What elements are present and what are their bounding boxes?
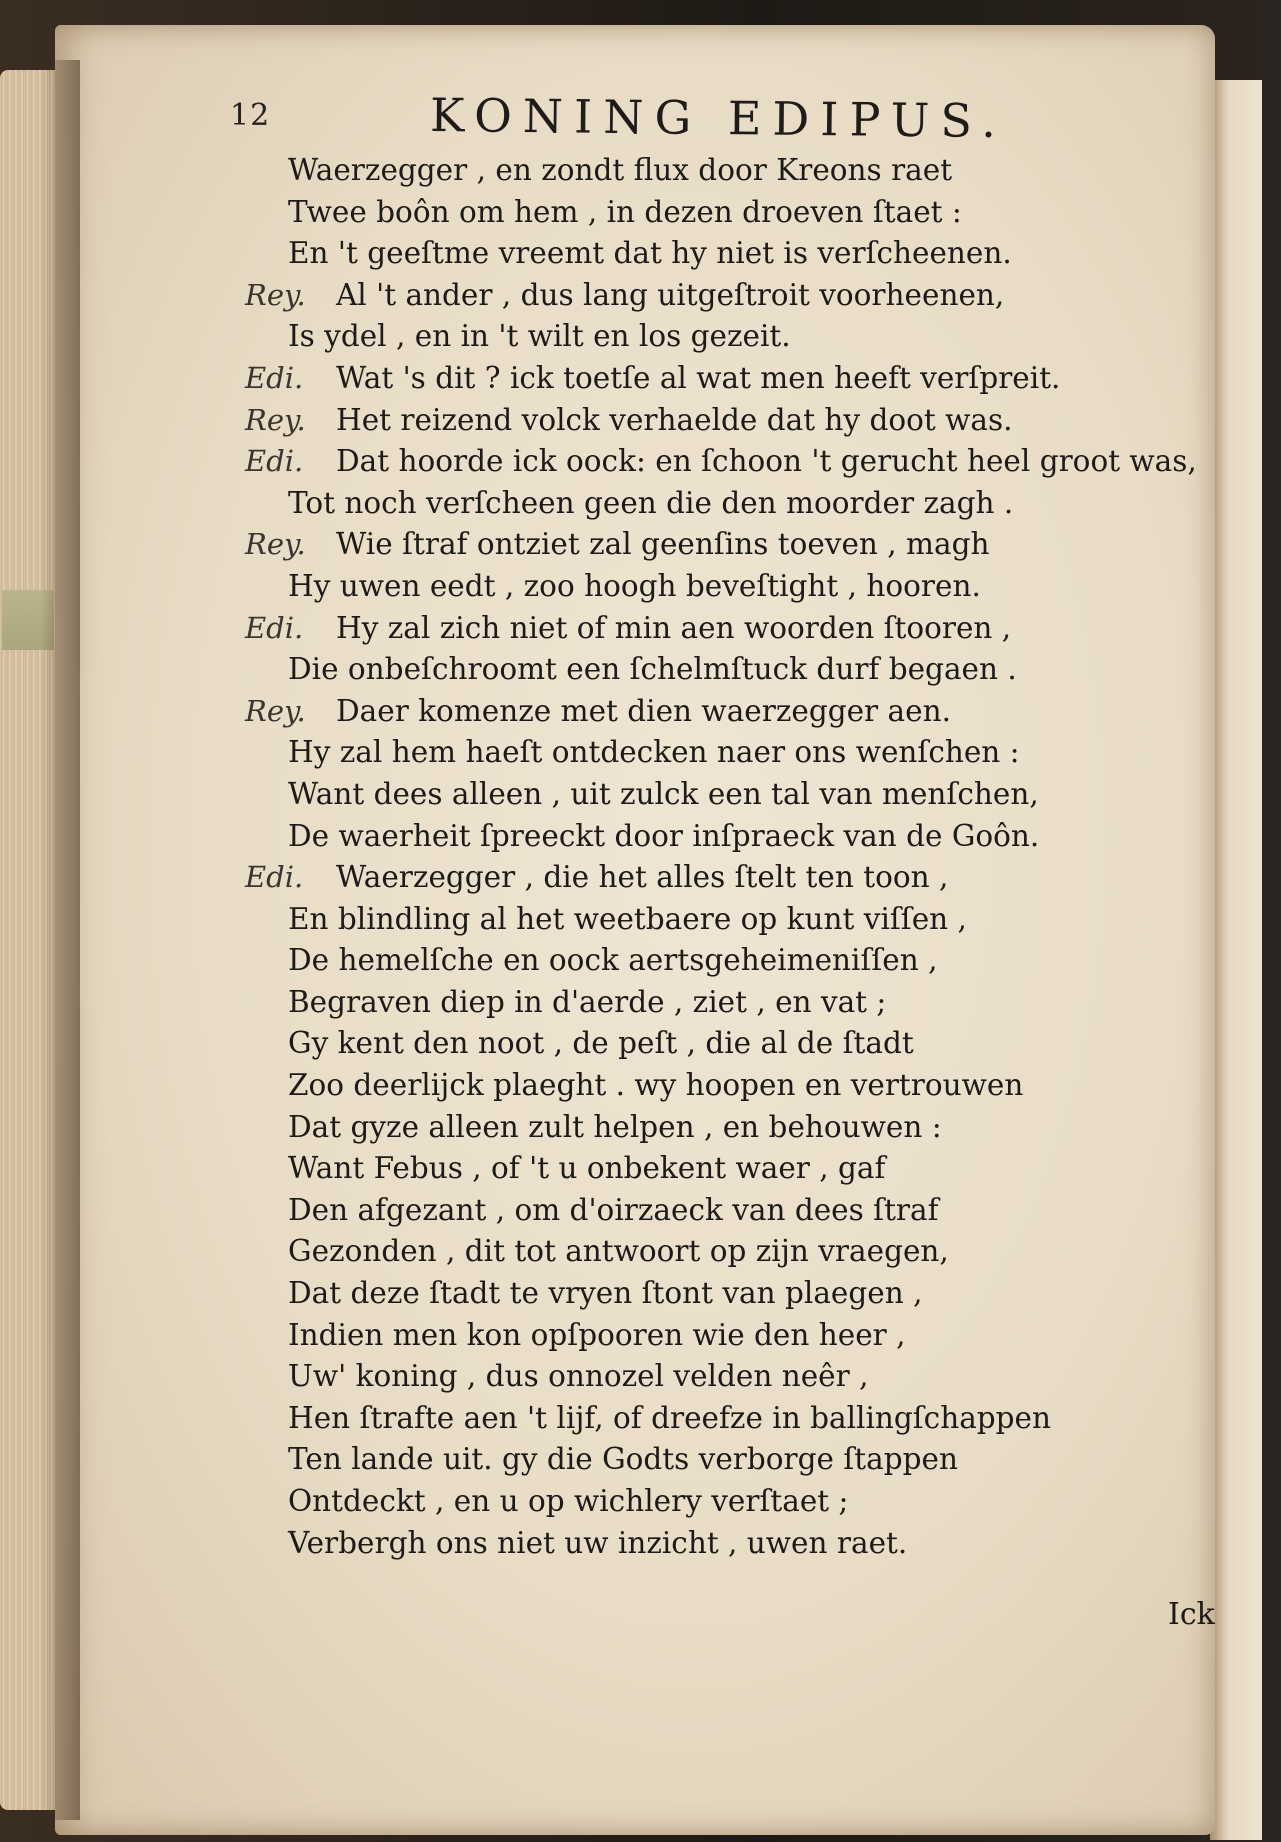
verse-line: [248, 649, 1168, 691]
facing-page-fragment: E: [1262, 545, 1281, 575]
verse-text: Waerzegger , en zondt flux door Kreons raet: [288, 153, 953, 187]
verse-text: Den afgezant , om d'oirzaeck van dees ſtraf: [288, 1192, 939, 1227]
speaker-label: Rey.: [245, 277, 306, 312]
verse-text: Dat gyze alleen zult helpen , en behouwen :: [288, 1109, 942, 1144]
verse-line: [248, 483, 1168, 525]
verse-text: Waerzegger , die het alles ſtelt ten toon ,: [336, 860, 949, 895]
facing-page-edge: [1210, 80, 1281, 1840]
verse-line: [245, 524, 1168, 566]
verse-line: [245, 608, 1168, 650]
verse-text: Al 't ander , dus lang uitgeſtroit voorheenen,: [336, 277, 1005, 312]
verse-text: Gezonden , dit tot antwoort op zijn vraegen,: [288, 1234, 949, 1269]
verse-text: Wat 's dit ? ick toetſe al wat men heeft verſpreit.: [336, 360, 1061, 395]
verse-line: [245, 857, 1168, 899]
spine-shadow: [40, 60, 80, 1820]
running-title: KONING EDIPUS.: [429, 88, 1008, 149]
verse-line: [248, 1439, 1168, 1481]
verse-text: Is ydel , en in 't wilt en los gezeit.: [288, 319, 791, 354]
speaker-label: Rey.: [245, 527, 306, 562]
verse-line: [248, 192, 1168, 234]
verse-line: [248, 774, 1168, 816]
verse-text: Uw' koning , dus onnozel velden neêr ,: [288, 1359, 869, 1394]
page-number: 12: [230, 98, 271, 133]
verse-text: Die onbeſchroomt een ſchelmſtuck durf begaen .: [288, 652, 1017, 687]
speaker-label: Rey.: [245, 693, 306, 728]
speaker-label: Rey.: [245, 402, 306, 437]
verse-text: Hy zal hem haeſt ontdecken naer ons wenſchen :: [288, 735, 1020, 770]
verse-text: Hy zal zich niet of min aen woorden ſtooren ,: [336, 610, 1012, 645]
verse-line: [245, 441, 1197, 483]
verse-line: [248, 1107, 1168, 1149]
verse-line: [248, 1273, 1168, 1315]
verse-line: [248, 1190, 1168, 1232]
verse-text: Want Febus , of 't u onbekent waer , gaf: [288, 1151, 886, 1186]
verse-text: De waerheit ſpreeckt door inſpraeck van de Goôn.: [288, 818, 1040, 853]
verse-block: [245, 150, 1197, 1564]
verse-line: [248, 1231, 1168, 1273]
verse-line: [248, 316, 1168, 358]
verse-text: Ten lande uit. gy die Godts verborge ſtappen: [288, 1442, 958, 1477]
verse-line: [248, 816, 1168, 858]
catchword: Ick: [1168, 1597, 1215, 1632]
verse-line: [248, 1315, 1168, 1357]
verse-line: [248, 1065, 1168, 1107]
verse-line: [248, 940, 1168, 982]
verse-text: Hy uwen eedt , zoo hoogh beveſtight , hooren.: [288, 568, 981, 603]
verse-line: [248, 1023, 1168, 1065]
verse-line: [248, 732, 1168, 774]
verse-text: Dat deze ſtadt te vryen ſtont van plaegen ,: [288, 1276, 923, 1311]
verse-text: En blindling al het weetbaere op kunt viſſen ,: [288, 901, 967, 936]
verse-text: De hemelſche en oock aertsgeheimeniſſen ,: [288, 943, 938, 978]
verse-line: [248, 150, 1168, 192]
verse-text: Begraven diep in d'aerde , ziet , en vat ;: [288, 984, 887, 1019]
verse-line: [248, 982, 1168, 1024]
verse-text: Wie ſtraf ontziet zal geenſins toeven , magh: [336, 527, 990, 562]
verse-line: [248, 1356, 1168, 1398]
verse-text: Verbergh ons niet uw inzicht , uwen raet.: [288, 1525, 908, 1560]
verse-text: Het reizend volck verhaelde dat hy doot was.: [336, 402, 1013, 437]
verse-line: [245, 691, 1168, 733]
speaker-label: Edi.: [245, 610, 304, 645]
speaker-label: Edi.: [245, 860, 304, 895]
verse-line: [245, 358, 1168, 400]
verse-line: [248, 1398, 1168, 1440]
verse-line: [245, 275, 1168, 317]
verse-text: Zoo deerlijck plaeght . wy hoopen en vertrouwen: [288, 1068, 1024, 1103]
verse-text: Daer komenze met dien waerzegger aen.: [336, 693, 951, 728]
verse-line: [248, 1523, 1168, 1565]
verse-line: [248, 566, 1168, 608]
verse-text: Hen ſtrafte aen 't lijf, of dreefze in ballingſchappen: [288, 1400, 1052, 1435]
verse-text: Want dees alleen , uit zulck een tal van menſchen,: [288, 776, 1039, 811]
verse-line: [248, 1481, 1168, 1523]
verse-text: Indien men kon opſpooren wie den heer ,: [288, 1317, 906, 1352]
verse-text: Gy kent den noot , de peſt , die al de ſtadt: [288, 1026, 914, 1061]
verse-text: Ontdeckt , en u op wichlery verſtaet ;: [288, 1484, 849, 1518]
facing-page-fragment: T: [1262, 580, 1280, 610]
verse-line: [248, 233, 1168, 275]
speaker-label: Edi.: [245, 360, 304, 395]
speaker-label: Edi.: [245, 444, 304, 479]
facing-page-fragment: T: [1262, 410, 1280, 440]
verse-text: Tot noch verſcheen geen die den moorder zagh .: [288, 485, 1014, 520]
verse-line: [248, 1148, 1168, 1190]
verse-text: Twee boôn om hem , in dezen droeven ſtaet :: [288, 194, 962, 229]
verse-line: [248, 899, 1168, 941]
verse-text: Dat hoorde ick oock: en ſchoon 't gerucht heel groot was,: [336, 444, 1197, 479]
verse-text: En 't geeſtme vreemt dat hy niet is verſcheenen.: [288, 236, 1012, 271]
verse-line: [245, 400, 1168, 442]
